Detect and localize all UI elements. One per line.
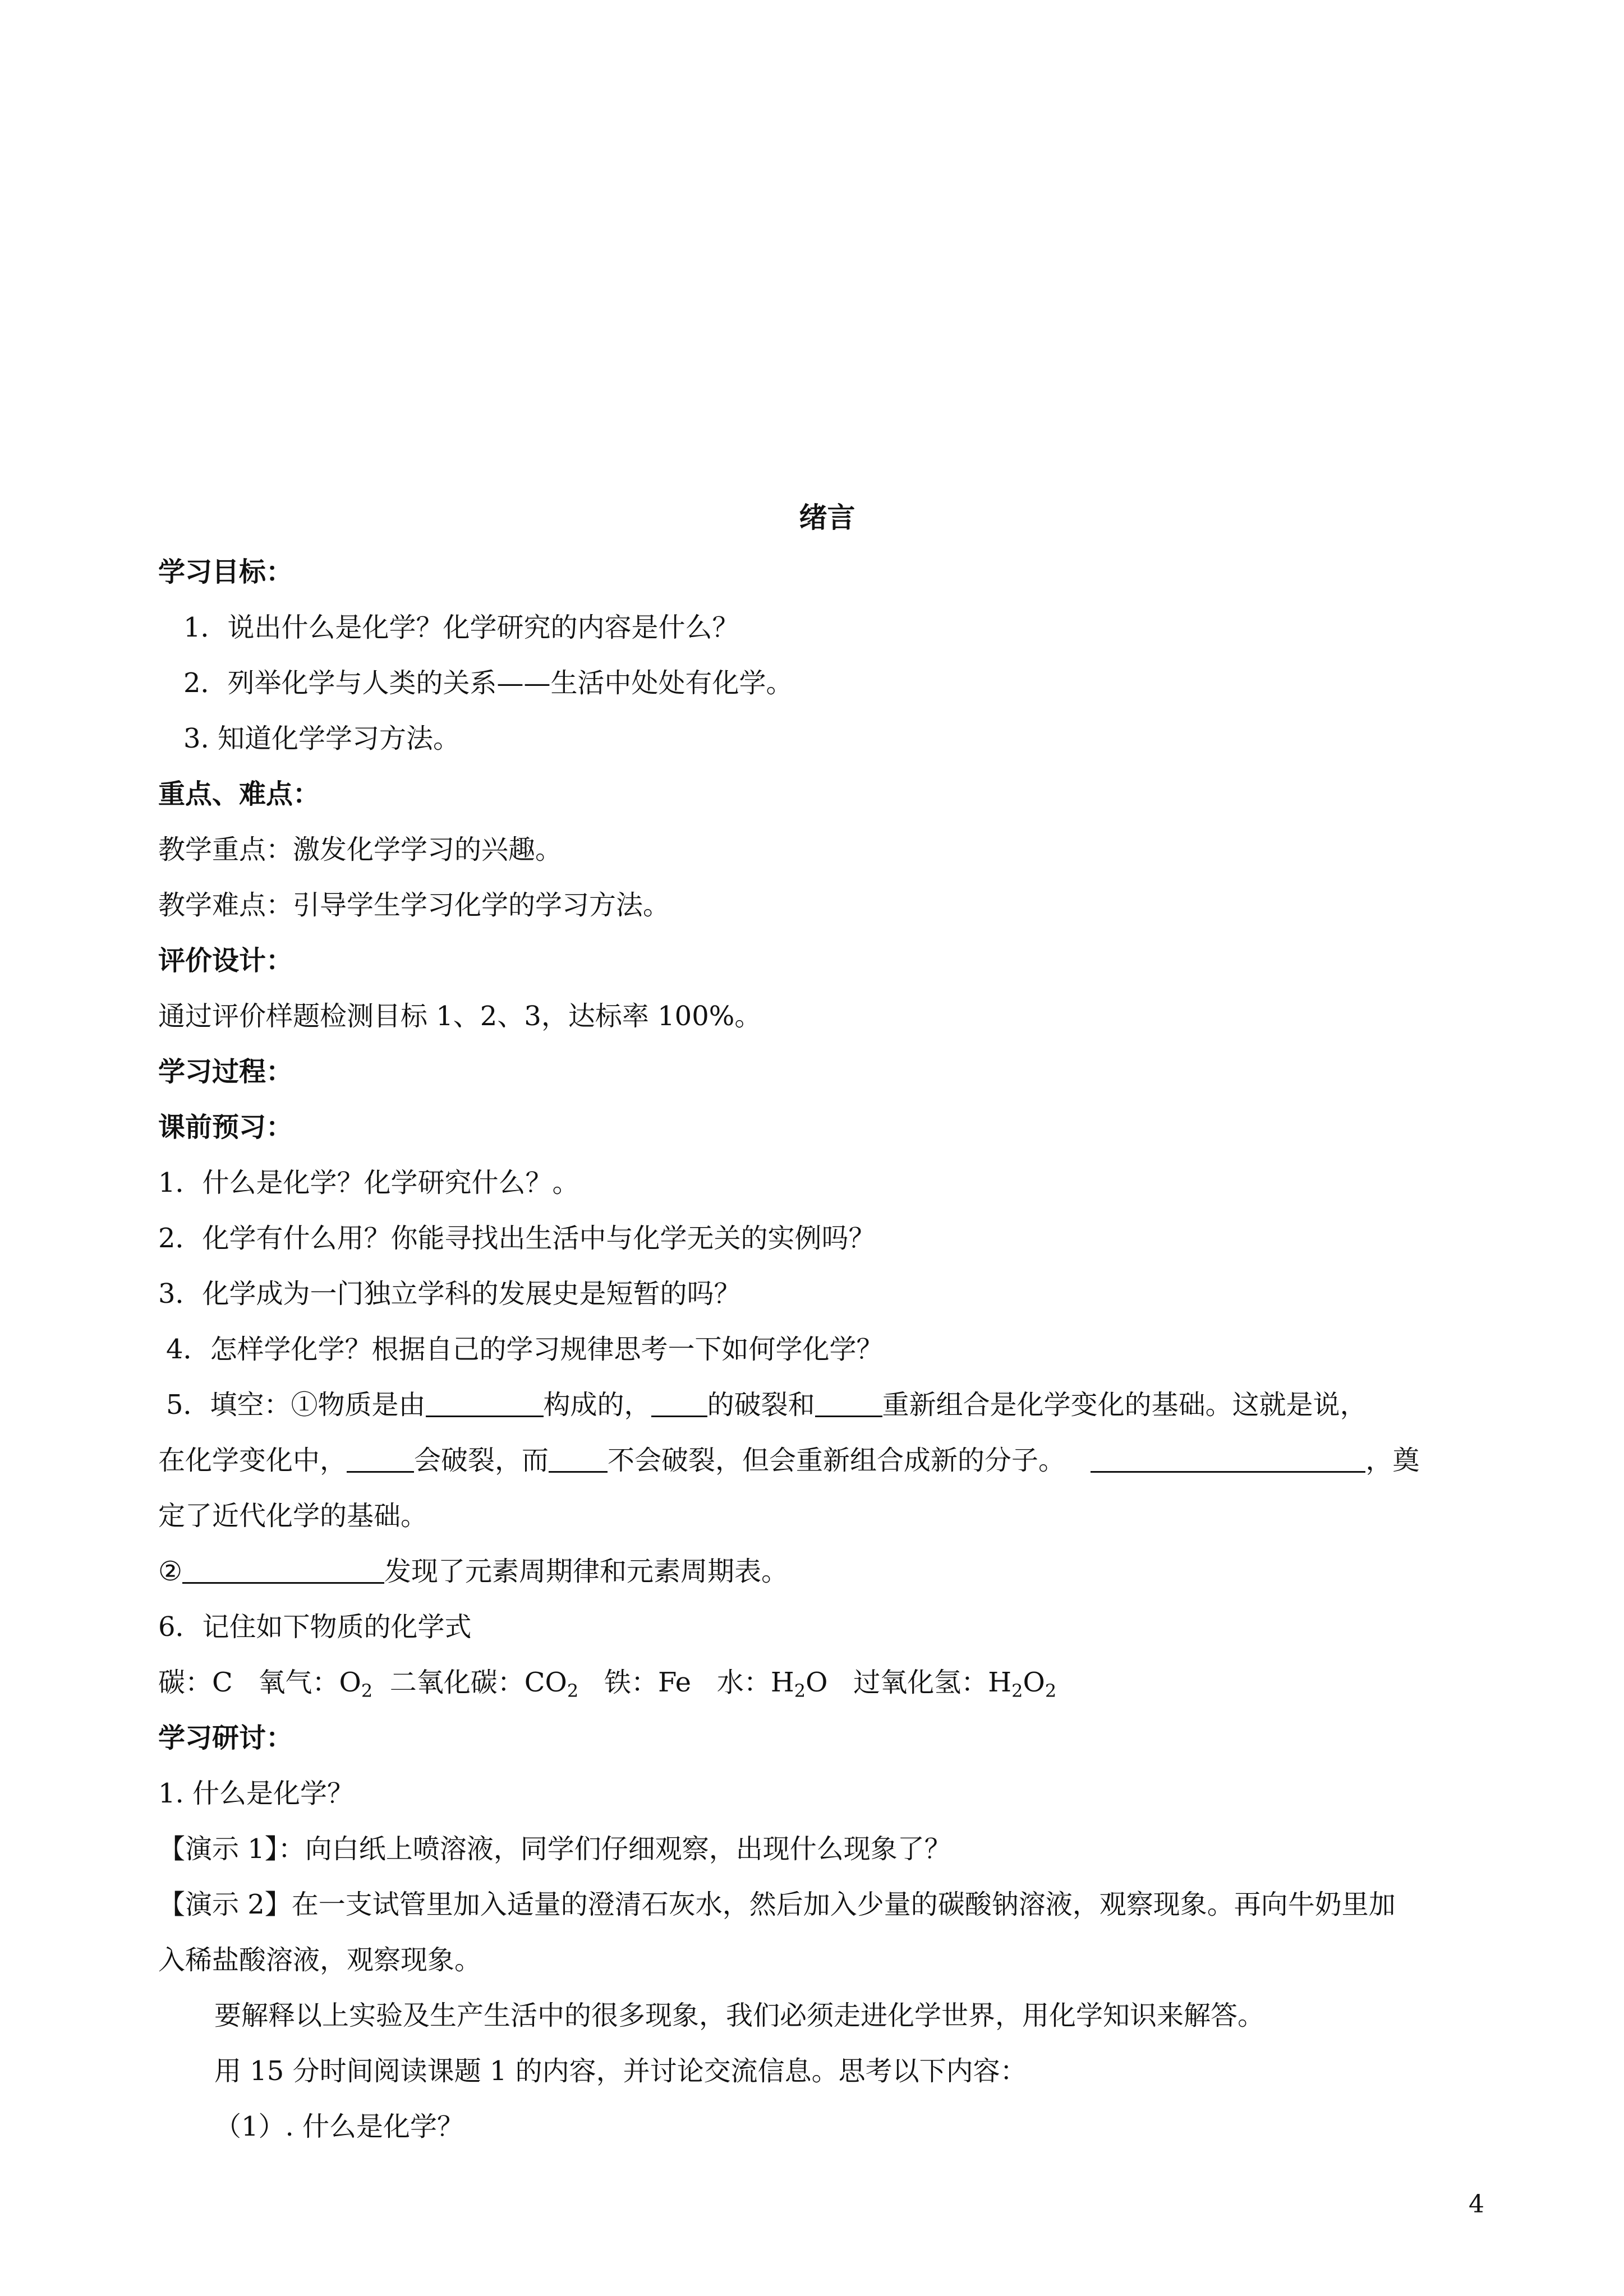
demo-2-cont: 入稀盐酸溶液，观察现象。 (158, 1944, 482, 1976)
fill-text: 不会破裂，但会重新组合成新的分子。 (608, 1445, 1066, 1476)
blank-field[interactable] (549, 1446, 608, 1473)
formula-hydrogen-peroxide: 过氧化氢：$H_2O_2$ (853, 1667, 1057, 1702)
evaluation-heading: 评价设计： (158, 945, 293, 976)
study-paragraph: 要解释以上实验及生产生活中的很多现象，我们必须走进化学世界，用化学知识来解答。 (214, 2000, 1265, 2031)
objective-item: 3. 知道化学学习方法。 (183, 723, 461, 754)
blank-field[interactable] (815, 1391, 882, 1417)
blank-field[interactable] (1091, 1446, 1365, 1473)
study-item: 1. 什么是化学？ (158, 1778, 355, 1809)
demo-1: 【演示 1】：向白纸上喷溶液，同学们仔细观察，出现什么现象了？ (158, 1833, 951, 1865)
formula-carbon: 碳：C (158, 1667, 233, 1698)
fill-blank-line-2 (158, 1433, 1496, 1488)
study-paragraph: 用 15 分时间阅读课题 1 的内容，并讨论交流信息。思考以下内容： (214, 2055, 1027, 2087)
study-heading: 学习研讨： (158, 1722, 293, 1754)
process-heading: 学习过程： (158, 1056, 293, 1087)
preview-item: 4．怎样学化学？根据自己的学习规律思考一下如何学化学？ (166, 1334, 884, 1365)
blank-field[interactable] (182, 1557, 384, 1584)
fill-text: 5．填空：①物质是由 (166, 1389, 426, 1421)
preview-item: 3．化学成为一门独立学科的发展史是短暂的吗？ (158, 1278, 741, 1310)
fill-text: 重新组合是化学变化的基础。这就是说， (882, 1389, 1367, 1421)
fill-text: 会破裂，而 (414, 1445, 549, 1476)
formula-iron: 铁：Fe (604, 1667, 692, 1698)
formula-instruction: 6．记住如下物质的化学式 (158, 1611, 472, 1643)
fill-blank-line-3: 定了近代化学的基础。 (158, 1500, 428, 1532)
fill-text: 发现了元素周期律和元素周期表。 (384, 1556, 789, 1587)
blank-field[interactable] (426, 1391, 544, 1417)
fill-text: 在化学变化中， (158, 1445, 347, 1476)
evaluation-text: 通过评价样题检测目标 1、2、3，达标率 100%。 (158, 1001, 762, 1032)
fill-blank-line-1 (158, 1377, 1496, 1433)
preview-item: 2．化学有什么用？你能寻找出生活中与化学无关的实例吗？ (158, 1223, 876, 1254)
objective-item: 1．说出什么是化学？化学研究的内容是什么？ (183, 612, 739, 643)
preview-heading: 课前预习： (158, 1112, 293, 1143)
page-title: 绪言 (799, 501, 855, 534)
key-points-heading: 重点、难点： (158, 778, 320, 810)
demo-2: 【演示 2】在一支试管里加入适量的澄清石灰水，然后加入少量的碳酸钠溶液，观察现象。再向牛奶里加 (158, 1889, 1396, 1920)
formula-carbon-dioxide: 二氧化碳：$CO_2$ (389, 1667, 579, 1702)
preview-item: 1．什么是化学？化学研究什么？。 (158, 1167, 579, 1198)
blank-field[interactable] (347, 1446, 414, 1473)
formula-water: 水：$H_2O$ (716, 1667, 828, 1702)
key-point: 教学重点：激发化学学习的兴趣。 (158, 834, 563, 865)
formula-oxygen: 氧气：$O_2$ (258, 1667, 373, 1702)
document-body (158, 491, 1496, 2155)
fill-text: 的破裂和 (707, 1389, 815, 1421)
formula-list (158, 1655, 1496, 1711)
fill-text: 构成的， (543, 1389, 651, 1421)
fill-text: ，奠 (1365, 1445, 1420, 1476)
objective-item: 2．列举化学与人类的关系——生活中处处有化学。 (183, 667, 793, 699)
page-number: 4 (1469, 2190, 1484, 2219)
fill-text: ② (158, 1556, 183, 1587)
blank-field[interactable] (651, 1391, 707, 1417)
study-question: （1）. 什么是化学？ (214, 2111, 464, 2142)
key-point: 教学难点：引导学生学习化学的学习方法。 (158, 889, 670, 921)
objectives-heading: 学习目标： (158, 556, 293, 588)
fill-blank-line-4 (158, 1544, 1496, 1599)
